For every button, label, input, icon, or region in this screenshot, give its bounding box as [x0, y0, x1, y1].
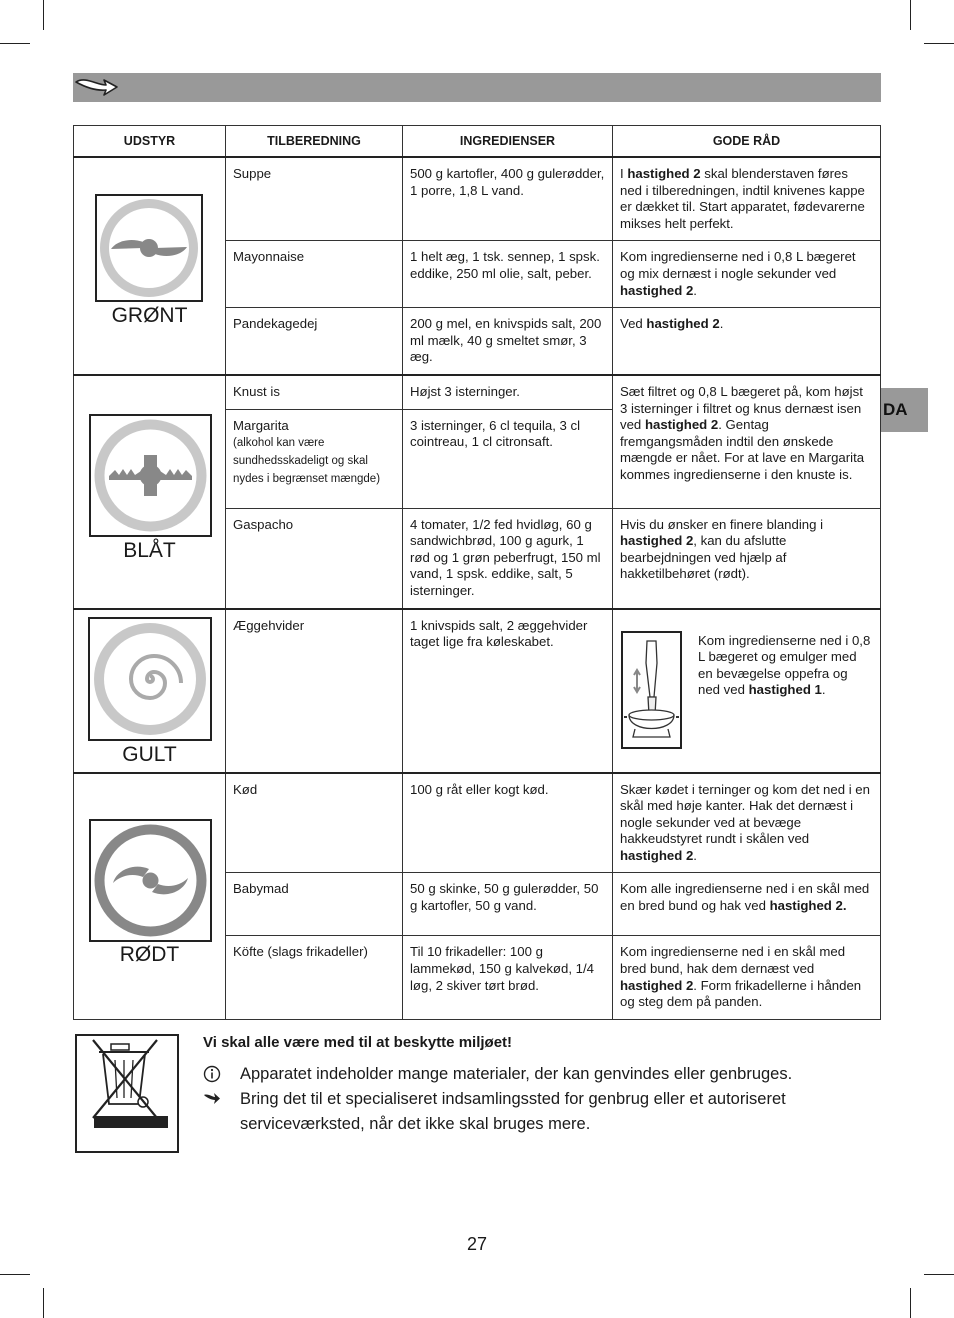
crop-mark — [43, 1288, 44, 1318]
environment-text: Bring det til et specialiseret indsamlingssted for genbrug eller et autoriseret — [240, 1090, 786, 1108]
header-equipment: UDSTYR — [74, 126, 226, 158]
tip-speed: hastighed 2 — [644, 417, 719, 433]
equipment-name-blue: BLÅT — [123, 538, 176, 562]
tip-text: Sæt filtret og 0,8 L bægeret på, kom højst 3 isterninger i filtret og knus dernæst isen ved — [620, 383, 863, 433]
page-number: 27 — [466, 1234, 488, 1254]
ingredients-cell: Til 10 frikadeller: 100 g lammekød, 150 g kalvekød, 1/4 løg, 2 skiver tørt brød. — [403, 936, 613, 1019]
ingredients-cell: 50 g skinke, 50 g gulerødder, 50 g kartofler, 50 g vand. — [403, 873, 613, 936]
pointer-arrow-icon — [203, 1087, 223, 1114]
tip-cell — [613, 375, 881, 508]
crop-mark — [43, 0, 44, 30]
tip-cell — [613, 308, 881, 375]
tip-cell — [613, 241, 881, 308]
tip-text: Hvis du ønsker en finere blanding i — [620, 516, 824, 532]
arrow-icon — [73, 73, 123, 102]
dish-cell: Gaspacho — [226, 508, 403, 608]
crop-mark — [0, 43, 30, 44]
dish-note: (alkohol kan være sundhedsskadeligt og skal nydes i begrænset mængde) — [233, 437, 381, 486]
tip-text: Kom ingredienserne ned i 0,8 L bægeret og mix dernæst i nogle sekunder ved — [620, 249, 856, 281]
equipment-cell — [74, 157, 226, 375]
whisk-yellow-icon — [88, 617, 212, 741]
ingredients-cell: 100 g råt eller kogt kød. — [403, 773, 613, 873]
table-row — [74, 773, 881, 873]
crop-mark — [910, 1288, 911, 1318]
dish-cell: Babymad — [226, 873, 403, 936]
ingredients-cell: 1 helt æg, 1 tsk. sennep, 1 spsk. eddike, 250 ml olie, salt, peber. — [403, 241, 613, 308]
crop-mark — [910, 0, 911, 30]
dish-cell: Kød — [226, 773, 403, 873]
ingredients-cell: 4 tomater, 1/2 fed hvidløg, 60 g sandwichbrød, 100 g agurk, 1 rød og 1 grøn peberfrugt, 150 ml vand, 1 spsk. eddike, salt, 5 isterninger. — [403, 508, 613, 608]
table-row — [74, 609, 881, 773]
crop-mark — [924, 1274, 954, 1275]
tip-text: Ved — [620, 316, 647, 332]
tip-speed: hastighed 2 — [646, 316, 720, 332]
environment-text: Apparatet indeholder mange materialer, der kan genvindes eller genbruges. — [240, 1065, 793, 1083]
dish-cell: Knust is — [226, 375, 403, 409]
blender-icon — [621, 631, 682, 749]
tip-text: . Gentag fremgangsmåden indtil den ønskede mængde er nået. For at lave en Margarita kommes ingredienserne i den knuste is. — [620, 417, 865, 482]
crossed-bin-icon — [75, 1034, 179, 1153]
dish-cell — [226, 409, 403, 508]
dish-cell: Mayonnaise — [226, 241, 403, 308]
dish-name: Margarita — [233, 417, 289, 433]
dish-cell: Æggehvider — [226, 609, 403, 773]
crop-mark — [924, 43, 954, 44]
dish-cell: Suppe — [226, 157, 403, 241]
tip-speed: hastighed 2 — [620, 282, 694, 298]
equipment-name-red: RØDT — [119, 942, 180, 966]
ingredients-cell: Højst 3 isterninger. — [403, 375, 613, 409]
ingredients-cell: 200 g mel, en knivspids salt, 200 ml mælk, 40 g smeltet smør, 3 æg. — [403, 308, 613, 375]
equipment-name-yellow: GULT — [122, 742, 177, 766]
tip-text: . — [693, 847, 697, 863]
tip-cell — [613, 936, 881, 1019]
tip-speed: hastighed 2 — [627, 166, 701, 181]
tip-text: . Form frikadellerne i hånden og steg dem på panden. — [620, 977, 862, 1010]
blade-blue-icon — [89, 414, 212, 537]
header-tips: GODE RÅD — [613, 126, 881, 158]
section-banner — [73, 73, 881, 102]
ingredients-cell: 3 isterninger, 6 cl tequila, 3 cl cointreau, 1 cl citronsaft. — [403, 409, 613, 508]
tip-cell — [613, 609, 881, 773]
blade-red-icon — [89, 819, 212, 942]
tip-speed: hastighed 2 — [620, 533, 694, 549]
equipment-cell — [74, 375, 226, 609]
table-header-row — [74, 126, 881, 158]
tip-text: , kan du afslutte bearbejdningen ved hjælp af hakketilbehøret (rødt). — [620, 533, 787, 582]
tip-speed: hastighed 2. — [769, 898, 847, 914]
table-row — [74, 375, 881, 409]
tip-speed: hastighed 1 — [748, 682, 822, 698]
environment-line — [203, 1087, 843, 1137]
header-preparation: TILBEREDNING — [226, 126, 403, 158]
tip-text: Kom ingredienserne ned i 0,8 L bægeret og emulger med en bevægelse oppefra og ned ved — [698, 632, 871, 698]
tip-text: I — [620, 166, 628, 181]
tip-text: Kom ingredienserne ned i en skål med bred bund, hak dem dernæst ved — [620, 944, 846, 977]
tip-text: Kom alle ingredienserne ned i en skål med en bred bund og hak ved — [620, 881, 870, 914]
ingredients-cell: 1 knivspids salt, 2 æggehvider taget lige fra køleskabet. — [403, 609, 613, 773]
tip-text: . — [719, 316, 724, 332]
header-ingredients: INGREDIENSER — [403, 126, 613, 158]
equipment-cell — [74, 609, 226, 773]
equipment-cell — [74, 773, 226, 1020]
tip-speed: hastighed 2 — [620, 977, 694, 993]
tip-text: . — [693, 282, 697, 298]
dish-cell: Köfte (slags frikadeller) — [226, 936, 403, 1019]
crop-mark — [0, 1274, 30, 1275]
tip-text: . — [821, 682, 826, 698]
recipe-table — [73, 125, 881, 1020]
environment-text: serviceværksted, når det ikke skal bruges mere. — [240, 1115, 591, 1133]
tip-cell — [613, 773, 881, 873]
tip-text: Skær kødet i terninger og kom det ned i en skål med høje kanter. Hak det dernæst i nogle sekunder ved at bevæge hakkeudstyret rundt i skålen ved — [620, 781, 870, 847]
tip-text: skal blenderstaven føres ned i tilberedningen, indtil knivenes kappe er dækket til. Start apparatet, fødevarerne mikses helt perfekt. — [620, 166, 865, 231]
equipment-name-green: GRØNT — [111, 304, 188, 327]
blade-green-icon — [95, 194, 203, 302]
language-tab: DA — [881, 388, 928, 432]
environment-line — [203, 1062, 843, 1087]
dish-cell: Pandekagedej — [226, 308, 403, 375]
tip-speed: hastighed 2 — [620, 847, 694, 863]
tip-cell — [613, 508, 881, 608]
table-row — [74, 157, 881, 241]
tip-cell — [613, 157, 881, 241]
environment-title: Vi skal alle være med til at beskytte miljøet! — [203, 1034, 513, 1051]
tip-cell — [613, 873, 881, 936]
ingredients-cell: 500 g kartofler, 400 g gulerødder, 1 porre, 1,8 L vand. — [403, 157, 613, 241]
